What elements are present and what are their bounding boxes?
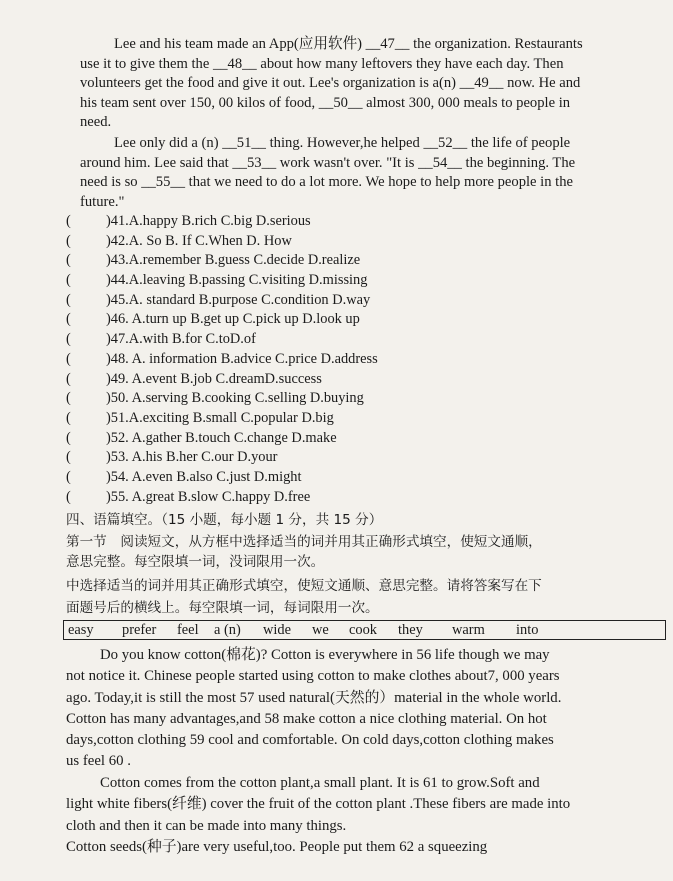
section-instruction: 面题号后的横线上。每空限填一词，每词限用一次。 (66, 600, 379, 616)
word-bank-item: easy (68, 622, 94, 638)
option-text: )42.A. So B. If C.When D. How (106, 232, 292, 249)
answer-bracket[interactable]: ( (66, 272, 71, 289)
option-row (66, 488, 378, 508)
fill-passage-part1 (66, 645, 661, 773)
passage-line: ago. Today,it is still the most 57 used natural(天然的）material in the whole world. (66, 689, 562, 706)
option-row (66, 251, 378, 271)
answer-bracket[interactable]: ( (66, 350, 71, 367)
passage-line: days,cotton clothing 59 cool and comfortable. On cold days,cotton clothing makes (66, 732, 554, 749)
word-bank-item: warm (452, 622, 485, 638)
answer-bracket[interactable]: ( (66, 409, 71, 426)
word-bank-item: we (312, 622, 329, 638)
option-text: )51.A.exciting B.small C.popular D.big (106, 409, 334, 426)
multiple-choice-options (66, 212, 378, 507)
option-row (66, 271, 378, 291)
word-bank-item: cook (349, 622, 377, 638)
passage-line: light white fibers(纤维) cover the fruit of the cotton plant .These fibers are made into (66, 796, 571, 813)
cloze-passage-part2 (80, 134, 645, 212)
option-text: )54. A.even B.also C.just D.might (106, 468, 302, 485)
word-bank-item: they (398, 622, 423, 638)
option-row (66, 468, 378, 488)
word-bank-item: feel (177, 622, 199, 638)
answer-bracket[interactable]: ( (66, 331, 71, 348)
cloze-passage-part1 (80, 35, 645, 133)
word-bank-item: wide (263, 622, 291, 638)
passage-line: Cotton comes from the cotton plant,a small plant. It is 61 to grow.Soft and (100, 775, 540, 791)
answer-bracket[interactable]: ( (66, 468, 71, 485)
answer-bracket[interactable]: ( (66, 232, 71, 249)
fill-passage-part2 (66, 773, 661, 858)
option-row (66, 310, 378, 330)
option-text: )53. A.his B.her C.our D.your (106, 449, 278, 466)
answer-bracket[interactable]: ( (66, 390, 71, 407)
passage-line: cloth and then it can be made into many things. (66, 817, 347, 834)
section-instruction: 第一节 阅读短文，从方框中选择适当的词并用其正确形式填空，使短文通顺， (66, 534, 542, 550)
passage-line: Lee and his team made an App(应用软件) __47__ the organization. Restaurants (114, 36, 583, 52)
passage-line: his team sent over 150, 00 kilos of food, __50__ almost 300, 000 meals to people in (80, 94, 571, 111)
passage-line: volunteers get the food and give it out. Lee's organization is a(n) __49__ now. He and (80, 75, 581, 92)
passage-line: Cotton seeds(种子)are very useful,too. People put them 62 a squeezing (66, 838, 488, 855)
passage-line: Lee only did a (n) __51__ thing. However,he helped __52__ the life of people (114, 135, 571, 151)
option-text: )50. A.serving B.cooking C.selling D.buying (106, 390, 364, 407)
word-bank-item: a (n) (214, 622, 241, 638)
passage-line: us feel 60 . (66, 753, 131, 770)
option-text: )43.A.remember B.guess C.decide D.realize (106, 252, 361, 269)
answer-bracket[interactable]: ( (66, 213, 71, 229)
option-row (66, 448, 378, 468)
option-row (66, 232, 378, 252)
passage-line: need is so __55__ that we need to do a lot more. We hope to help more people in the (80, 174, 574, 191)
passage-line: need. (80, 114, 112, 131)
option-text: )48. A. information B.advice C.price D.address (106, 350, 378, 367)
option-text: )47.A.with B.for C.toD.of (106, 331, 256, 348)
answer-bracket[interactable]: ( (66, 488, 71, 505)
passage-line: Cotton has many advantages,and 58 make cotton a nice clothing material. On hot (66, 710, 547, 727)
answer-bracket[interactable]: ( (66, 311, 71, 328)
option-row (66, 370, 378, 390)
answer-bracket[interactable]: ( (66, 449, 71, 466)
option-text: )49. A.event B.job C.dreamD.success (106, 370, 322, 387)
passage-line: not notice it. Chinese people started using cotton to make clothes about7, 000 years (66, 668, 560, 685)
option-row (66, 350, 378, 370)
passage-line: around him. Lee said that __53__ work wasn't over. "It is __54__ the beginning. The (80, 154, 576, 171)
option-text: )52. A.gather B.touch C.change D.make (106, 429, 337, 446)
option-text: )45.A. standard B.purpose C.condition D.way (106, 291, 371, 308)
option-text: )44.A.leaving B.passing C.visiting D.missing (106, 272, 368, 289)
option-row (66, 291, 378, 311)
option-row (66, 212, 378, 232)
option-text: )46. A.turn up B.get up C.pick up D.look up (106, 311, 360, 328)
passage-line: use it to give them the __48__ about how many leftovers they have each day. Then (80, 55, 564, 72)
answer-bracket[interactable]: ( (66, 370, 71, 387)
option-row (66, 429, 378, 449)
word-bank-item: into (516, 622, 539, 638)
word-bank-box (63, 620, 666, 640)
passage-line: future." (80, 193, 125, 210)
option-row (66, 330, 378, 350)
word-bank-item: prefer (122, 622, 157, 638)
answer-bracket[interactable]: ( (66, 291, 71, 308)
option-text: )55. A.great B.slow C.happy D.free (106, 488, 311, 505)
section-instruction: 意思完整。每空限填一词，没词限用一次。 (66, 554, 325, 570)
answer-bracket[interactable]: ( (66, 252, 71, 269)
section-title: 四、语篇填空。（15 小题，每小题 1 分，共 15 分） (66, 512, 383, 528)
option-text: )41.A.happy B.rich C.big D.serious (106, 213, 311, 229)
option-row (66, 409, 378, 429)
passage-line: Do you know cotton(棉花)? Cotton is everywhere in 56 life though we may (100, 647, 550, 663)
answer-bracket[interactable]: ( (66, 429, 71, 446)
option-row (66, 389, 378, 409)
section-instruction: 中选择适当的词并用其正确形式填空，使短文通顺、意思完整。请将答案写在下 (66, 578, 542, 594)
